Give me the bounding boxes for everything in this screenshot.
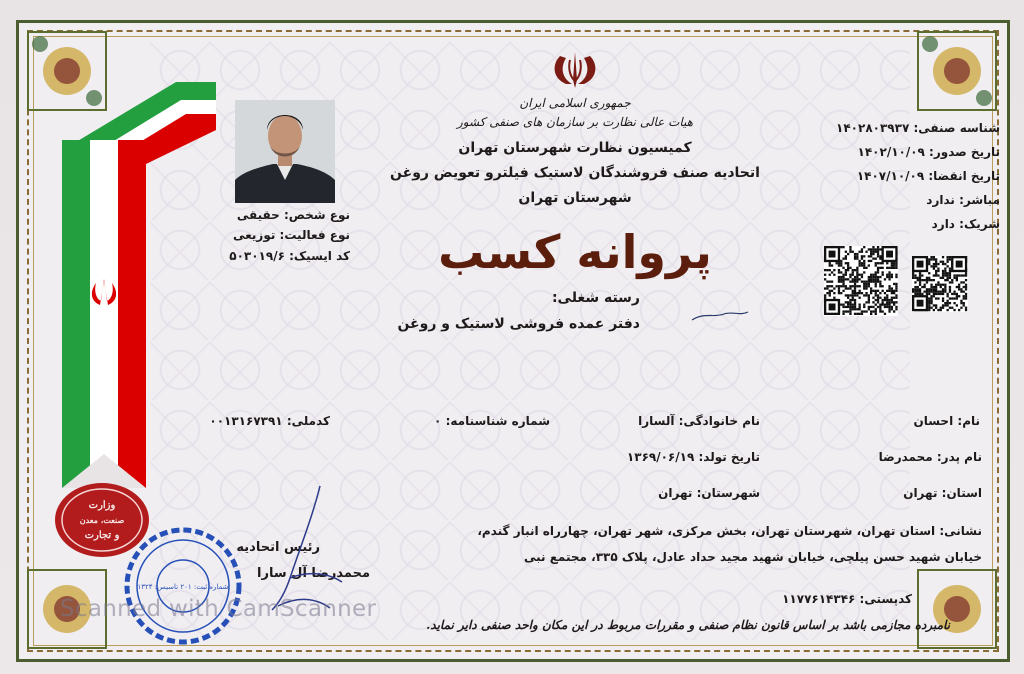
qr-code-small [912, 256, 968, 312]
father-field [820, 450, 982, 464]
seal-text-top: وزارت [88, 500, 116, 511]
activity-type: نوع فعالیت: توزیعی [233, 228, 350, 242]
signatory-name: محمدرضا آل سارا [257, 566, 370, 581]
city-label: شهرستان: [696, 486, 760, 500]
id-number-field [420, 414, 550, 428]
address-label: نشانی: [939, 524, 982, 538]
address-line-2: خیابان شهید حسن پیلچی، خیابان شهید مجید حداد عادل، پلاک ۳۳۵، مجتمع نبی [524, 550, 982, 564]
seal-text-bottom: و تجارت [84, 530, 120, 541]
county-label: شهرستان تهران [518, 190, 632, 206]
address-line-1 [400, 524, 982, 538]
stamp-text: شماره ثبت: ۲۰۱ تاسیس: ۱۳۲۴ [137, 583, 229, 591]
national-code-value: ۰۰۱۳۱۶۷۳۹۱ [209, 414, 283, 428]
id-number-label: شماره شناسنامه: [445, 414, 550, 428]
footer-note: نامبرده مجازمی باشد بر اساس قانون نظام صنفی و مقررات مربوط در این مکان واحد صنفی دایر نماید. [426, 618, 950, 632]
national-code-label: کدملی: [286, 414, 330, 428]
province-label: استان: [941, 486, 982, 500]
postal-code-value: ۱۱۷۷۶۱۴۳۴۶ [782, 592, 856, 606]
family-field [600, 414, 760, 428]
province-value: تهران [903, 486, 938, 500]
person-photo [235, 100, 335, 203]
family-label: نام خانوادگی: [678, 414, 760, 428]
direct-agent: مباشر: ندارد [926, 193, 1000, 207]
union-label: اتحادیه صنف فروشندگان لاستیک فیلترو تعویض روغن [390, 165, 760, 181]
flag-ribbon [56, 78, 226, 498]
father-value: محمدرضا [878, 450, 933, 464]
isic-code: کد ایسیک: ۵۰۳۰۱۹/۶ [229, 249, 350, 263]
scanner-watermark: Scanned with CamScanner [60, 596, 377, 622]
qr-code-large [824, 246, 898, 316]
family-value: آلسارا [638, 414, 675, 428]
board-label: هیات عالی نظارت بر سازمان های صنفی کشور [456, 115, 694, 129]
postal-code-label: کدپستی: [859, 592, 912, 606]
name-label: نام: [957, 414, 980, 428]
iran-emblem-icon [550, 50, 600, 90]
category-value: دفتر عمده فروشی لاستیک و روغن [397, 316, 640, 332]
commission-label: کمیسیون نظارت شهرستان تهران [458, 140, 692, 156]
birth-date-label: تاریخ تولد: [698, 450, 760, 464]
partner: شریک: دارد [931, 217, 1000, 231]
address-line-1-value: استان تهران، شهرستان تهران، بخش مرکزی، شهر تهران، چهارراه انبار گندم، [477, 524, 936, 538]
birth-date-value: ۱۳۶۹/۰۶/۱۹ [626, 450, 695, 464]
person-type: نوع شخص: حقیقی [236, 208, 350, 222]
name-value: احسان [913, 414, 954, 428]
corner-ornament-bottom-right [914, 566, 1000, 652]
name-field [900, 414, 980, 428]
id-number-value: ۰ [434, 414, 442, 428]
issue-date: تاریخ صدور: ۱۴۰۲/۱۰/۰۹ [857, 145, 1000, 159]
expiry-date: تاریخ انقضا: ۱۴۰۷/۱۰/۰۹ [856, 169, 1000, 183]
city-value: تهران [658, 486, 693, 500]
national-code-field [160, 414, 330, 428]
page-title: پروانه کسب [438, 225, 712, 279]
union-stamp [118, 526, 248, 646]
pen-stroke [690, 306, 750, 326]
guild-id: شناسه صنفی: ۱۴۰۲۸۰۳۹۳۷ [836, 121, 1000, 135]
city-field [600, 486, 760, 500]
father-label: نام پدر: [936, 450, 982, 464]
province-field [860, 486, 982, 500]
seal-text-mid: صنعت، معدن [79, 515, 125, 525]
corner-ornament-top-right [914, 28, 1000, 114]
birth-date-field [600, 450, 760, 464]
postal-code-field [700, 592, 912, 606]
category-label: رسته شغلی: [551, 290, 640, 306]
republic-label: جمهوری اسلامی ایران [519, 96, 631, 110]
signatory-role: رئیس اتحادیه [236, 540, 320, 555]
